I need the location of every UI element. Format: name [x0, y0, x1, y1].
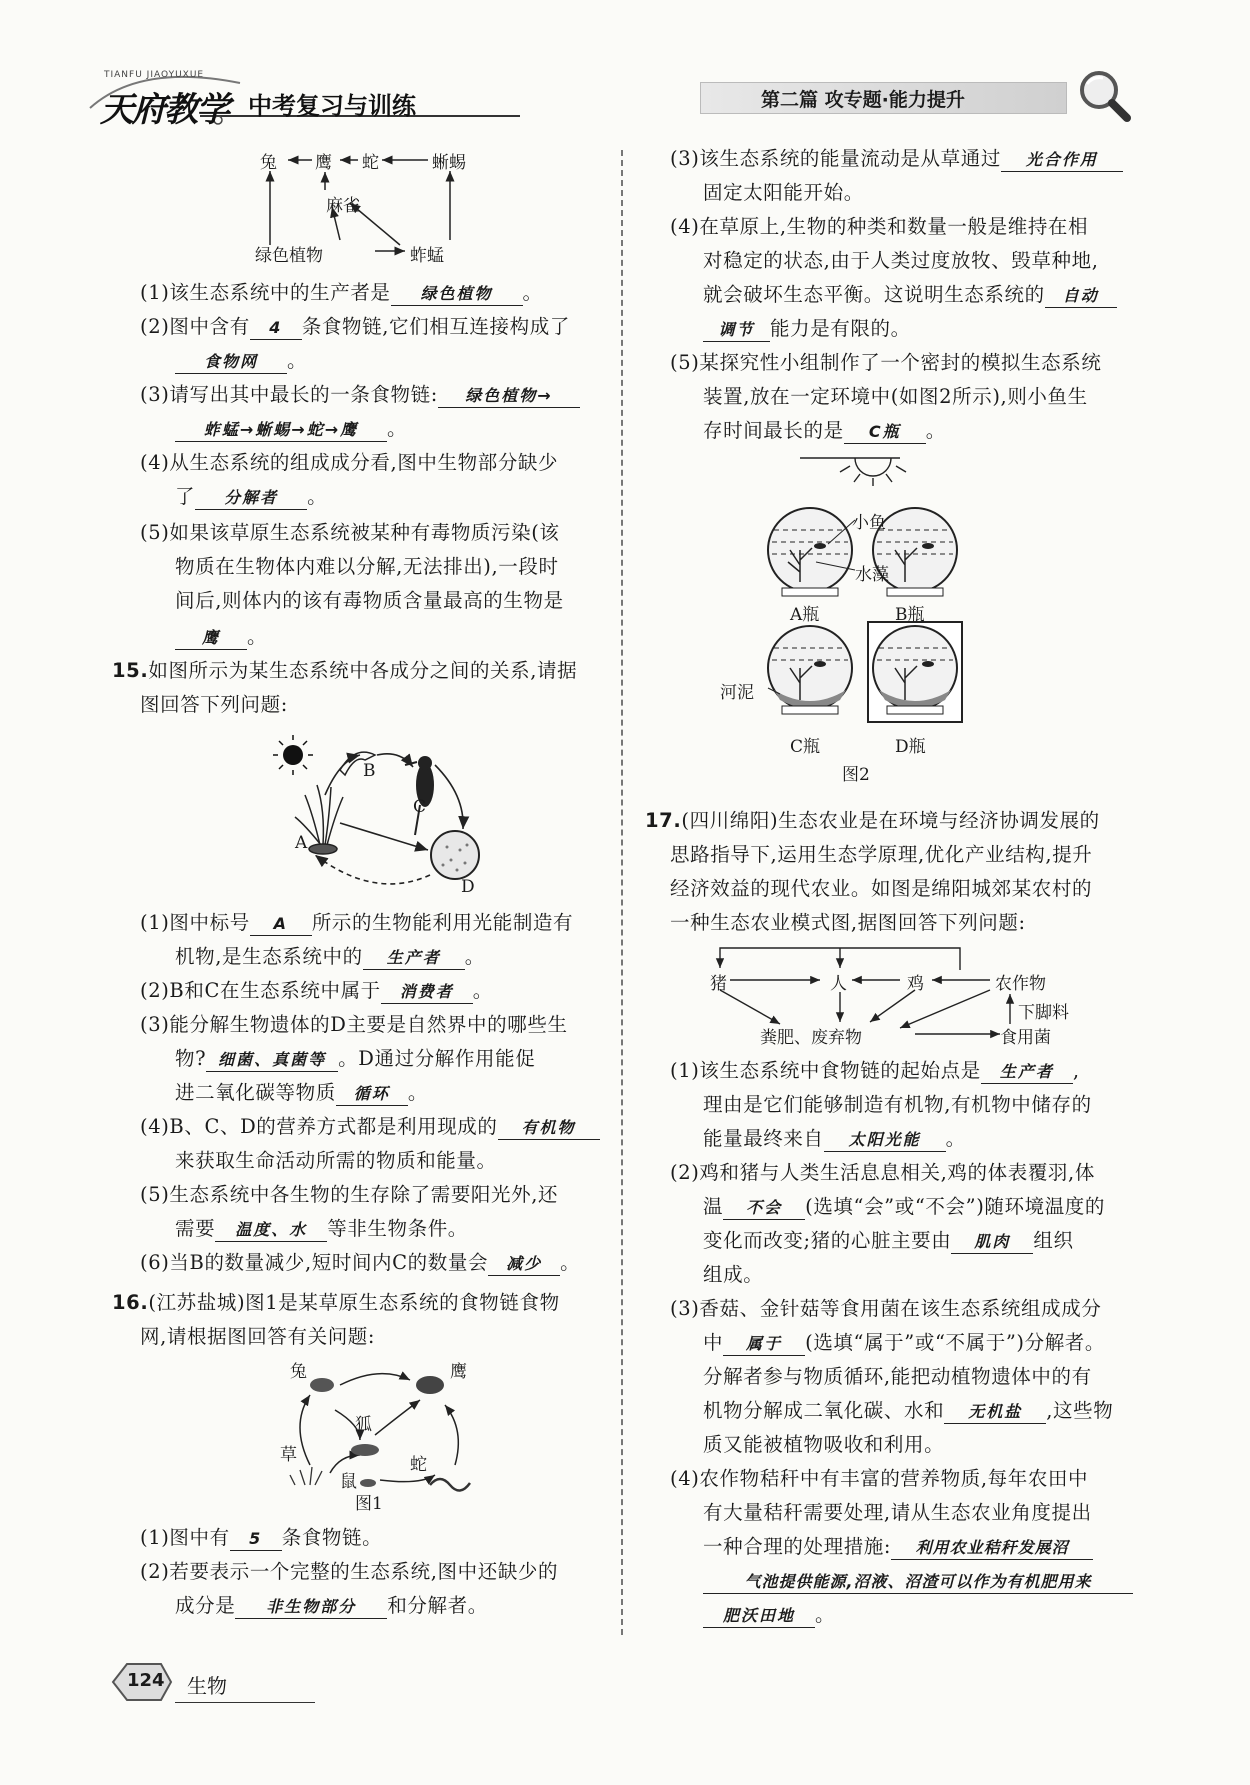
q14-lizard: 蜥蜴 — [432, 153, 466, 173]
header-section-bar — [700, 82, 1067, 114]
q14-p1-answer: 绿色植物 — [391, 283, 523, 306]
q17-p1-l2 — [703, 1092, 1092, 1118]
q17-p3-l3 — [703, 1364, 1092, 1390]
q15-p5-answer: 温度、水 — [215, 1219, 327, 1242]
q15-p3-l2 — [175, 1046, 535, 1072]
footer — [105, 1660, 335, 1710]
q17-p4-l3 — [703, 1534, 1093, 1560]
q14-p1-text: (1)该生态系统中的生产者是 — [140, 281, 391, 304]
column-divider — [621, 150, 623, 1635]
q14-p4-answer: 分解者 — [195, 487, 307, 510]
q17-p3-text7: 质又能被植物吸收和利用。 — [703, 1433, 945, 1456]
q16-number: 16. — [112, 1291, 149, 1314]
q17-p4-text2: 有大量秸秆需要处理,请从生态农业角度提出 — [703, 1501, 1092, 1524]
fig2-fish-label: 小鱼 — [852, 513, 886, 533]
fig2-bottle-a: A瓶 — [790, 605, 820, 625]
fig2-mud-label: 河泥 — [720, 683, 754, 703]
q14-p5-l1 — [140, 520, 560, 546]
q15-stem-text1: 如图所示为某生态系统中各成分之间的关系,请据 — [148, 659, 578, 682]
q17-p4-l1 — [670, 1466, 1088, 1492]
q17-p2-text2: 温 — [703, 1195, 724, 1218]
q17-p3-answer: 属于 — [723, 1333, 805, 1356]
q16-eagle: 鹰 — [450, 1362, 467, 1382]
q14-p4 — [140, 450, 558, 476]
q15-p2-answer: 消费者 — [381, 981, 473, 1004]
q17-human: 人 — [830, 974, 847, 994]
q16-p4-answer2: 调节 — [703, 319, 770, 342]
q14-snake: 蛇 — [362, 153, 379, 173]
q15-p1-text3: 机物,是生态系统中的 — [175, 945, 363, 968]
q16-figure1 — [280, 1355, 480, 1514]
series-title: 中考复习与训练 — [248, 92, 416, 120]
q15-p4-l2 — [175, 1148, 497, 1174]
fig2-bottle-d: D瓶 — [895, 737, 926, 757]
q17-stem-text2: 思路指导下,运用生态学原理,优化产业结构,提升 — [670, 843, 1093, 866]
q17-p2-l3 — [703, 1228, 1074, 1254]
q15-p5-text1: (5)生态系统中各生物的生存除了需要阳光外,还 — [140, 1183, 559, 1206]
q16-stem-text1: (江苏盐城)图1是某草原生态系统的食物链食物 — [148, 1291, 560, 1314]
decomposer-d-icon — [431, 831, 479, 879]
q16-p2-text2: 成分是 — [175, 1594, 236, 1617]
q15-label-b: B — [363, 761, 376, 781]
q15-p6-text: (6)当B的数量减少,短时间内C的数量会 — [140, 1251, 489, 1274]
q17-p2-text5: 组织 — [1033, 1229, 1074, 1252]
q15-p6 — [140, 1250, 580, 1276]
logo-title: 天府教学 — [100, 90, 228, 130]
q14-p5-text2: 物质在生物体内难以分解,无法排出),一段时 — [175, 555, 559, 578]
q17-p2-l2 — [703, 1194, 1105, 1220]
q16-p5-answer: C瓶 — [844, 421, 926, 444]
q16-stem-l1 — [112, 1290, 560, 1316]
bottle-c-icon — [768, 626, 852, 714]
q16-p5-end: 。 — [925, 419, 946, 442]
q14-sparrow: 麻雀 — [326, 196, 360, 216]
q16-p2-end: 和分解者。 — [387, 1594, 488, 1617]
q16-stem-text2: 网,请根据图回答有关问题: — [140, 1325, 376, 1348]
q17-stem-text3: 经济效益的现代农业。如图是绵阳城郊某农村的 — [670, 877, 1093, 900]
q17-p2-text4: 变化而改变;猪的心脏主要由 — [703, 1229, 952, 1252]
q14-p3 — [140, 382, 580, 408]
q17-number: 17. — [645, 809, 682, 832]
q17-p2-answer3: 肌肉 — [951, 1231, 1033, 1254]
q15-p3-answer2: 循环 — [336, 1083, 408, 1106]
q14-p3-answer2: 蚱蜢→蜥蜴→蛇→鹰 — [175, 419, 387, 442]
q16-p4-text1: (4)在草原上,生物的种类和数量一般是维持在相 — [670, 215, 1089, 238]
q17-stem-l2 — [670, 842, 1092, 868]
q15-p2 — [140, 978, 493, 1004]
subject-label: 生物 — [187, 1674, 227, 1698]
q14-rabbit: 兔 — [260, 153, 277, 173]
q14-p2b — [175, 348, 307, 374]
q14-p3b — [175, 416, 407, 442]
section-title: 第二篇 攻专题·能力提升 — [761, 89, 965, 111]
q15-p3-text2: 物? — [175, 1047, 207, 1070]
q17-p2-l4 — [703, 1262, 763, 1288]
q16-p2-l1 — [140, 1559, 558, 1585]
q17-p4-l2 — [703, 1500, 1092, 1526]
fig2-caption: 图2 — [842, 765, 870, 785]
q17-crop: 农作物 — [995, 974, 1046, 994]
q16-p4-l4 — [703, 316, 911, 342]
q17-p4-text3: 一种合理的处理措施: — [703, 1535, 892, 1558]
q16-fox: 狐 — [355, 1415, 372, 1435]
q17-p4-l4 — [703, 1568, 1133, 1594]
q17-stem-l1 — [645, 808, 1100, 834]
page-number: 124 — [127, 1670, 165, 1691]
q17-p1-answer: 生产者 — [981, 1061, 1073, 1084]
q17-diagram — [700, 940, 1090, 1050]
q16-p5-l1 — [670, 350, 1101, 376]
q15-p3-end: 。 — [407, 1081, 428, 1104]
q14-p5-text1: (5)如果该草原生态系统被某种有毒物质污染(该 — [140, 521, 560, 544]
q14-p5-l3 — [175, 588, 564, 614]
q16-p5-text1: (5)某探究性小组制作了一个密封的模拟生态系统 — [670, 351, 1102, 374]
q17-p3-l4 — [703, 1398, 1113, 1424]
fig2-bottle-c: C瓶 — [790, 737, 821, 757]
fox-icon — [351, 1444, 379, 1456]
q16-p5-l2 — [703, 384, 1088, 410]
q15-p1b — [175, 944, 485, 970]
header — [80, 68, 1140, 128]
q16-p5-text2: 装置,放在一定环境中(如图2所示),则小鱼生 — [703, 385, 1088, 408]
fig2-bottle-b: B瓶 — [895, 605, 925, 625]
q17-p3-text5: 机物分解成二氧化碳、水和 — [703, 1399, 945, 1422]
q14-p3-end: 。 — [387, 417, 408, 440]
q17-p3-l1 — [670, 1296, 1101, 1322]
q17-p1-text3: 能量最终来自 — [703, 1127, 824, 1150]
q15-diagram — [265, 725, 505, 895]
q16-p3-l2 — [703, 180, 864, 206]
q17-p2-answer: 不会 — [723, 1197, 805, 1220]
q14-p5-l4 — [175, 624, 267, 650]
q15-stem-l1 — [112, 658, 577, 684]
q16-figure2 — [720, 450, 1020, 790]
q16-rabbit: 兔 — [290, 1362, 307, 1382]
q14-food-web — [255, 145, 500, 270]
q17-p1-answer3: 太阳光能 — [824, 1129, 946, 1152]
q17-chicken: 鸡 — [907, 974, 924, 994]
fig2-algae-label: 水藻 — [855, 565, 889, 585]
q15-p1-answer2: 生产者 — [363, 947, 465, 970]
q15-p5-l1 — [140, 1182, 558, 1208]
eagle-icon — [416, 1376, 444, 1394]
q17-stem-text4: 一种生态农业模式图,据图回答下列问题: — [670, 911, 1026, 934]
q17-p4-answer: 利用农业秸秆发展沼 — [891, 1537, 1093, 1560]
q14-p2-text2: 条食物链,它们相互连接构成了 — [301, 315, 570, 338]
q15-p2-text: (2)B和C在生态系统中属于 — [140, 979, 381, 1002]
q16-p5-l3 — [703, 418, 946, 444]
q16-p4-text3: 就会破坏生态平衡。这说明生态系统的 — [703, 283, 1045, 306]
q17-p4-text1: (4)农作物秸秆中有丰富的营养物质,每年农田中 — [670, 1467, 1089, 1490]
q16-snake: 蛇 — [410, 1455, 427, 1475]
q16-p2-text1: (2)若要表示一个完整的生态系统,图中还缺少的 — [140, 1560, 559, 1583]
q15-p1-answer: A — [250, 913, 312, 936]
q14-p2-answer2: 食物网 — [175, 351, 287, 374]
q15-p3-answer: 细菌、真菌等 — [206, 1049, 338, 1072]
q14-p4b — [175, 484, 327, 510]
q17-p3-text4: 分解者参与物质循环,能把动植物遗体中的有 — [703, 1365, 1092, 1388]
q16-p2-l2 — [175, 1593, 488, 1619]
q14-p1 — [140, 280, 543, 306]
rabbit-icon — [310, 1378, 334, 1392]
q17-p4-answer3: 肥沃田地 — [703, 1605, 815, 1628]
q15-label-a: A — [295, 833, 308, 853]
q16-p1-text: (1)图中有 — [140, 1526, 230, 1549]
q16-p4-end: 能力是有限的。 — [770, 317, 911, 340]
q16-p1-end: 条食物链。 — [281, 1526, 383, 1549]
q17-p3-l2 — [703, 1330, 1105, 1356]
q17-p4-l5 — [703, 1602, 835, 1628]
magnifier-icon — [1075, 68, 1135, 124]
bird-c-icon — [405, 756, 434, 835]
q14-plant: 绿色植物 — [255, 246, 323, 266]
q15-p5-text2: 需要 — [175, 1217, 216, 1240]
q17-p2-text3: (选填“会”或“不会”)随环境温度的 — [805, 1195, 1106, 1218]
q16-p4-l2 — [703, 248, 1099, 274]
footer-rule — [175, 1702, 315, 1703]
q17-stem-text1: (四川绵阳)生态农业是在环境与经济协调发展的 — [681, 809, 1100, 832]
q15-stem-l2 — [140, 692, 288, 718]
q15-number: 15. — [112, 659, 149, 682]
q14-p4-text: (4)从生态系统的组成成分看,图中生物部分缺少 — [140, 451, 559, 474]
q17-fungus: 食用菌 — [1000, 1028, 1051, 1048]
q17-p3-l5 — [703, 1432, 944, 1458]
q15-p5-end: 等非生物条件。 — [327, 1217, 468, 1240]
q15-p6-answer: 减少 — [488, 1253, 560, 1276]
q14-p4-end: 。 — [307, 485, 328, 508]
q16-p3 — [670, 146, 1123, 172]
q15-p1-end: 。 — [464, 945, 485, 968]
q16-p3-answer: 光合作用 — [1001, 149, 1123, 172]
q16-p5-text3: 存时间最长的是 — [703, 419, 844, 442]
q17-p1-end: , — [1072, 1059, 1080, 1082]
q17-stem-l4 — [670, 910, 1026, 936]
q17-p3-text2: 中 — [703, 1331, 724, 1354]
bottle-d-icon — [868, 622, 962, 722]
bottle-a-icon — [768, 508, 852, 596]
q15-stem-text2: 图回答下列问题: — [140, 693, 288, 716]
q15-label-c: C — [413, 797, 427, 817]
q14-p5-answer: 鹰 — [175, 627, 247, 650]
q15-p6-end: 。 — [560, 1251, 581, 1274]
q15-p5-l2 — [175, 1216, 468, 1242]
q15-p4-answer: 有机物 — [498, 1117, 600, 1140]
q14-p2-answer: 4 — [250, 317, 302, 340]
q14-p3-answer: 绿色植物→ — [438, 385, 580, 408]
q15-p3-l1 — [140, 1012, 568, 1038]
logo-pinyin: TIANFU JIAOYUXUE — [104, 70, 205, 80]
q17-p1-end3: 。 — [945, 1127, 966, 1150]
q16-p4-text2: 对稳定的状态,由于人类过度放牧、毁草种地, — [703, 249, 1099, 272]
q16-mouse: 鼠 — [340, 1472, 357, 1492]
q15-p3-text1: (3)能分解生物遗体的D主要是自然界中的哪些生 — [140, 1013, 568, 1036]
q16-p1 — [140, 1525, 382, 1551]
q16-stem-l2 — [140, 1324, 375, 1350]
q15-p3-text3: 。D通过分解作用能促 — [338, 1047, 536, 1070]
q16-p3-text2: 固定太阳能开始。 — [703, 181, 864, 204]
q14-p2 — [140, 314, 570, 340]
q17-p2-text1: (2)鸡和猪与人类生活息息相关,鸡的体表覆羽,体 — [670, 1161, 1095, 1184]
q17-stem-l3 — [670, 876, 1092, 902]
q16-p2-answer: 非生物部分 — [235, 1596, 387, 1619]
q16-p4-l3 — [703, 282, 1117, 308]
sun-icon — [283, 745, 303, 765]
q15-p3-l3 — [175, 1080, 428, 1106]
q17-p4-answer2: 气池提供能源,沼液、沼渣可以作为有机肥用来 — [703, 1571, 1133, 1594]
q14-p3-text: (3)请写出其中最长的一条食物链: — [140, 383, 438, 406]
grass-icon — [290, 1467, 322, 1485]
q17-manure: 粪肥、废弃物 — [760, 1028, 862, 1048]
q17-p1 — [670, 1058, 1080, 1084]
q17-p1-text: (1)该生态系统中食物链的起始点是 — [670, 1059, 981, 1082]
q15-p1-text: (1)图中标号 — [140, 911, 250, 934]
q15-diagram-drawing — [265, 725, 505, 895]
q16-fig1-caption: 图1 — [355, 1494, 383, 1514]
q14-p2-text: (2)图中含有 — [140, 315, 250, 338]
q16-p1-answer: 5 — [230, 1528, 282, 1551]
q16-p4-l1 — [670, 214, 1088, 240]
q15-p1-text2: 所示的生物能利用光能制造有 — [311, 911, 574, 934]
q15-p4-text2: 来获取生命活动所需的物质和能量。 — [175, 1149, 497, 1172]
q16-grass: 草 — [280, 1445, 297, 1465]
q14-p2-end: 。 — [287, 349, 308, 372]
q15-p4 — [140, 1114, 600, 1140]
q17-p2-text6: 组成。 — [703, 1263, 764, 1286]
q15-p1 — [140, 910, 573, 936]
q16-p4-answer: 自动 — [1045, 285, 1117, 308]
q14-p4-text2: 了 — [175, 485, 196, 508]
q17-p3-text3: (选填“属于”或“不属于”)分解者。 — [805, 1331, 1106, 1354]
q14-p5-text3: 间后,则体内的该有毒物质含量最高的生物是 — [175, 589, 564, 612]
q17-p3-text1: (3)香菇、金针菇等食用菌在该生态系统组成成分 — [670, 1297, 1102, 1320]
q14-p1-end: 。 — [522, 281, 543, 304]
q15-p3-text4: 进二氧化碳等物质 — [175, 1081, 336, 1104]
q17-pig: 猪 — [710, 974, 727, 994]
mouse-icon — [360, 1479, 376, 1487]
q17-p3-text6: ,这些物 — [1046, 1399, 1114, 1422]
q17-p4-end: 。 — [815, 1603, 836, 1626]
q14-p5-l2 — [175, 554, 559, 580]
snake-icon — [430, 1479, 470, 1491]
q17-p1-text2: 理由是它们能够制造有机物,有机物中储存的 — [703, 1093, 1092, 1116]
q14-p5-end: 。 — [247, 625, 268, 648]
q15-label-d: D — [461, 877, 475, 897]
q14-grasshopper: 蚱蜢 — [410, 246, 444, 266]
q14-eagle: 鹰 — [315, 153, 332, 173]
q17-p3-answer4: 无机盐 — [944, 1401, 1046, 1424]
q16-p3-text: (3)该生态系统的能量流动是从草通过 — [670, 147, 1001, 170]
q17-p1-l3 — [703, 1126, 966, 1152]
q15-p2-end: 。 — [472, 979, 493, 1002]
q15-p4-text: (4)B、C、D的营养方式都是利用现成的 — [140, 1115, 498, 1138]
q17-p2-l1 — [670, 1160, 1095, 1186]
q17-scraps: 下脚料 — [1018, 1003, 1069, 1023]
sun-rays-icon — [800, 458, 906, 486]
